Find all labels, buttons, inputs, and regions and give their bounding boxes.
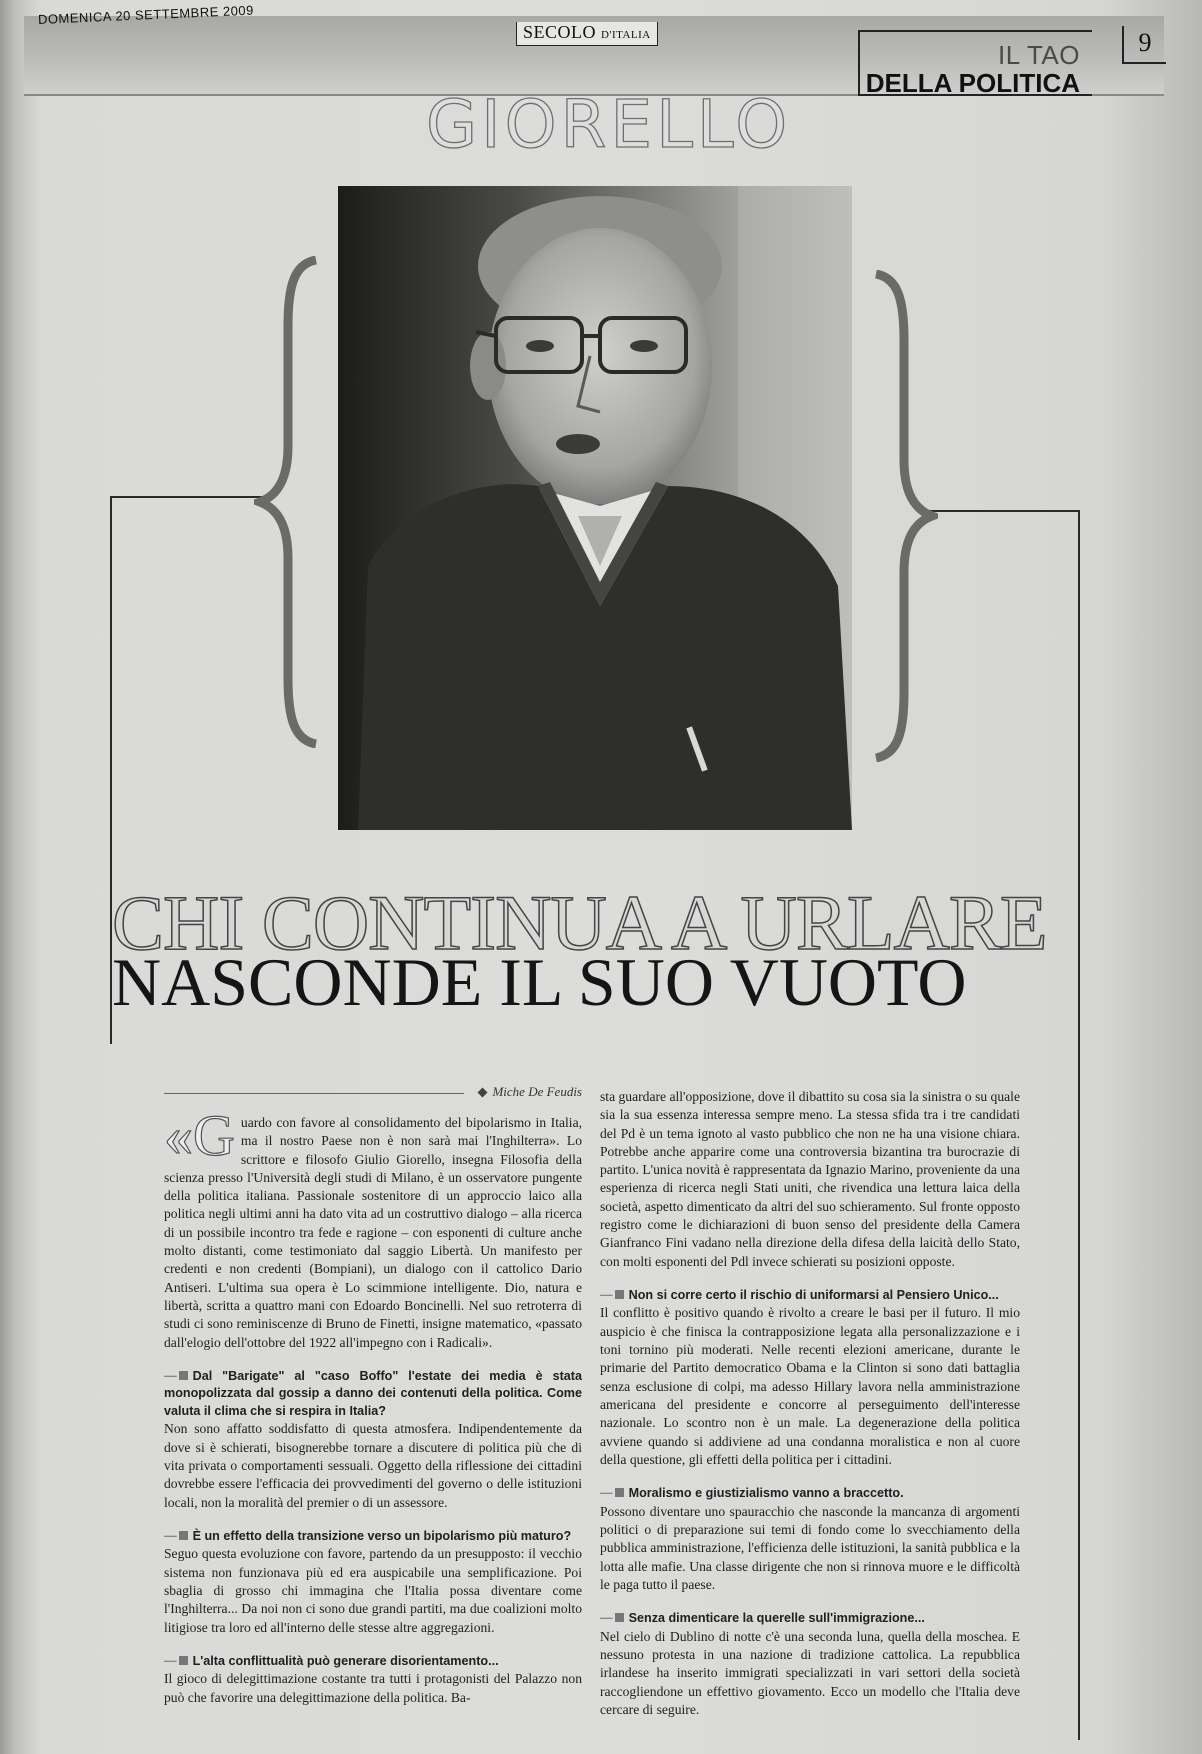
answer-4: Il conflitto è positivo quando è rivolto a creare le basi per il futuro. Il mio auspicio è che finisca la contrapposizione legata alla personalizzazione e i toni tornino più moderati. Nelle recenti elezioni americane, durante le primarie del Partito democratico Obama e la Clinton si sono dati battaglia senza esclusione di colpi, ma adesso Hillary lavora nella amministrazione americana del presidente e concorre al perseguimento dell'interesse nazionale. Lo scontro non è un male. La degenerazione della politica avviene quando si addiviene ad una condanna moralistica e non al cuore della questione, gli effetti della politica per i cittadini. [600,1305,1020,1467]
kicker-name: GIORELLO [426,86,792,163]
dateline: DOMENICA 20 SETTEMBRE 2009 [37,2,255,27]
answer-3-continued: sta guardare all'opposizione, dove il dibattito su cosa sia la sinistra o su quale sia la sua essenza interessa sempre meno. La stessa sfida tra i tre candidati del Pd è un tema ignoto al vasto pubblico che non ne ha una visione chiara. Potrebbe anche apparire come una controversia bizantina tra burocrazie di partito. L'unica novità è rappresentata da Ignazio Marino, proveniente da una esperienza di ricerca negli Stati uniti, che rivendica una lettura laica della società, aspetto dimenticato da altri del suo schieramento. Sul fronte opposto registro come le dichiarazioni di buon senso del presidente della Camera Gianfranco Fini vadano nella direzione della difesa della laicità dello Stato, con molti esponenti del Pdl invece schierati su posizioni opposte. [600,1089,1020,1269]
drop-cap: «G [164,1103,235,1168]
frame-line-right-vertical [1078,510,1080,1740]
portrait-illustration [338,186,852,830]
frame-line-right-top [928,510,1080,512]
question-3: — L'alta conflittualità può generare disorientamento... [164,1653,499,1668]
question-1: — Dal "Barigate" al "caso Boffo" l'estate dei media è stata monopolizzata dal gossip a danno dei contenuti della politica. Come valuta il clima che si respira in Italia? [164,1368,582,1418]
page-number: 9 [1122,26,1166,64]
section-label-box [858,30,1092,96]
article-column-2 [600,1088,1020,1719]
question-4: — Non si corre certo il rischio di uniformarsi al Pensiero Unico... [600,1287,999,1302]
question-6: — Senza dimenticare la querelle sull'immigrazione... [600,1611,925,1626]
question-6-text: Senza dimenticare la querelle sull'immigrazione... [628,1611,925,1626]
headline-line-1: CHI CONTINUA A URLARE [112,879,1047,966]
question-2-text: È un effetto della transizione verso un bipolarismo più maturo? [192,1528,572,1543]
square-bullet-icon [179,1371,188,1380]
answer-2: Seguo questa evoluzione con favore, partendo da un presupposto: il vecchio sistema non funzionava più ed era auspicabile una semplificazione. Poi sbaglia di grosso chi immagina che l'Italia possa diventare come l'Inghilterra... Da noi non ci sono due grandi partiti, ma due coalizioni molto litigiose tra loro ed all'interno delle stesse altre aggregazioni. [164,1546,582,1635]
square-bullet-icon [615,1613,624,1622]
masthead [516,22,658,46]
right-brace-ornament [858,270,938,762]
answer-6: Nel cielo di Dublino di notte c'è una seconda luna, quella della moschea. E nessuno protesta in una nazione di tradizione cattolica. La repubblica irlandese ha inserito immigrati specializzati in vari settori della società raccogliendone un effettivo giovamento. Ecco un modello che l'Italia deve cercare di seguire. [600,1628,1020,1717]
portrait-photo [338,186,852,830]
square-bullet-icon [179,1531,188,1540]
question-3-text: L'alta conflittualità può generare disorientamento... [192,1653,499,1668]
article-column-1 [164,1090,582,1707]
question-5: — Moralismo e giustizialismo vanno a braccetto. [600,1486,904,1501]
square-bullet-icon [615,1290,624,1299]
answer-5: Possono diventare uno spauracchio che nasconde la mancanza di argomenti politici o di preparazione sui temi di fondo come lo svecchiamento della pubblica amministrazione, l'efficienza delle istituzioni, la sanità pubblica e la lotta alle mafie. Una classe dirigente che non si rinnova muore e le difficoltà le paga tutto il paese. [600,1503,1020,1592]
frame-line-left-top [110,496,268,498]
question-5-text: Moralismo e giustizialismo vanno a braccetto. [628,1486,904,1501]
square-bullet-icon [179,1656,188,1665]
intro-text: uardo con favore al consolidamento del bipolarismo in Italia, ma il nostro Paese non è non sarà mai l'Inghilterra». Lo scrittore e filosofo Giulio Giorello, insegna Filosofia della scienza presso l'Università degli studi di Milano, è un osservatore pungente della politica italiana. Passionale sostenitore di un approccio laico alla politica negli ultimi anni ha dato vita ad un costruttivo dialogo – alla ricerca di un possibile incontro tra fede e ragione – con esponenti di culture anche molto distanti, come testimoniato dal saggio Libertà. Un manifesto per credenti e non credenti (Bompiani), un dialogo con il cattolico Dario Antiseri. L'ultima sua opera è Lo scimmione intelligente. Dio, natura e libertà, scritta a quattro mani con Edoardo Boncinelli. Nel suo retroterra di studi ci sono reminiscenze di Bruno de Finetti, insigne matematico, «passato dall'elogio dell'ottobre del 1922 all'impegno con i Radicali». [164,1115,582,1350]
answer-1: Non sono affatto soddisfatto di questa atmosfera. Indipendentemente da dove si è schierati, bisognerebbe tornare a discutere di politica più che di vita privata o comportamenti sessuali. Oggetto della riflessione dei cittadini dovrebbe essere l'efficacia dei provvedimenti del governo o delle istituzioni locali, non la moralità del premier o di un assessore. [164,1421,582,1510]
left-brace-ornament [254,256,334,748]
question-1-text: Dal "Barigate" al "caso Boffo" l'estate dei media è stata monopolizzata dal gossip a danno dei contenuti della politica. Come valuta il clima che si respira in Italia? [164,1368,582,1418]
section-label-top: IL TAO [998,40,1080,70]
square-bullet-icon [615,1488,624,1497]
question-4-text: Non si corre certo il rischio di uniformarsi al Pensiero Unico... [628,1287,999,1302]
headline-line-2: NASCONDE IL SUO VUOTO [112,944,967,1020]
section-label-bottom: DELLA POLITICA [865,68,1080,98]
byline-author: Miche De Feudis [492,1084,582,1099]
masthead-subtitle: D'ITALIA [601,29,651,41]
article-intro [164,1103,582,1352]
question-2: — È un effetto della transizione verso un bipolarismo più maturo? [164,1528,572,1543]
answer-3: Il gioco di delegittimazione costante tra tutti i protagonisti del Palazzo non può che favorire una delegittimazione della politica. Ba- [164,1671,582,1705]
masthead-title: SECOLO [523,22,597,42]
